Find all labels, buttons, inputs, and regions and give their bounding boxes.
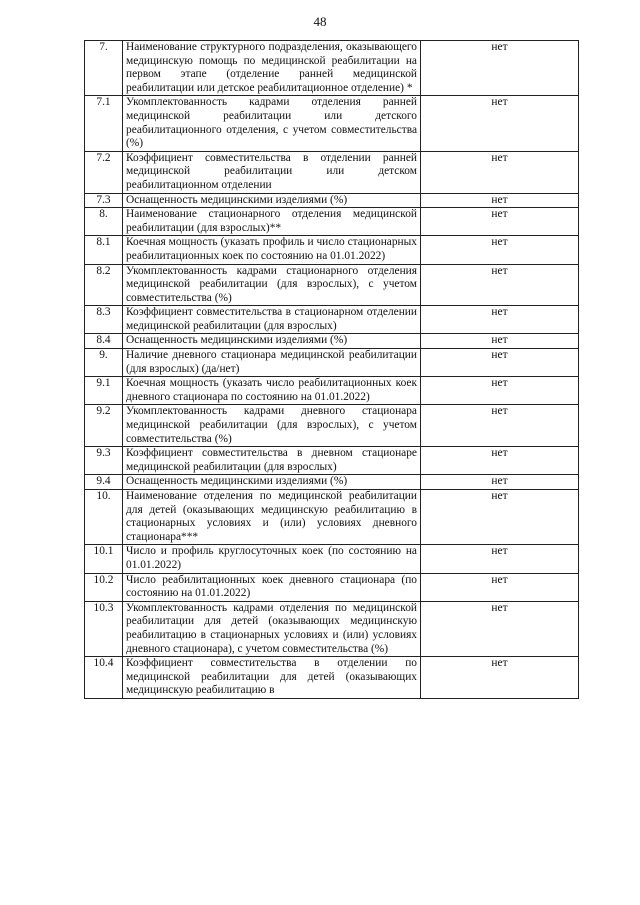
row-value: нет (421, 334, 579, 349)
table-row (85, 573, 579, 601)
row-description: Наименование стационарного отделения медицинской реабилитации (для взрослых)** (123, 208, 421, 236)
row-description: Укомплектованность кадрами дневного стационара медицинской реабилитации (для взрослых), с учетом совместительства (%) (123, 405, 421, 447)
row-description: Коэффициент совместительства в отделении ранней медицинской реабилитации или детском реабилитационном отделении (123, 151, 421, 193)
table-row (85, 447, 579, 475)
row-description: Коечная мощность (указать профиль и число стационарных реабилитационных коек по состоянию на 01.01.2022) (123, 236, 421, 264)
table-row (85, 475, 579, 490)
row-value: нет (421, 405, 579, 447)
table-row (85, 193, 579, 208)
row-description: Коэффициент совместительства в отделении по медицинской реабилитации для детей (оказывающих медицинскую реабилитацию в (123, 657, 421, 699)
row-value: нет (421, 475, 579, 490)
row-description: Укомплектованность кадрами отделения по медицинской реабилитации для детей (оказывающих медицинскую реабилитацию в стационарных условиях и (или) условиях дневного стационара), с учетом совместительства (%) (123, 601, 421, 656)
table-row (85, 208, 579, 236)
row-number: 7.3 (85, 193, 123, 208)
row-number: 9. (85, 349, 123, 377)
row-value: нет (421, 545, 579, 573)
row-value: нет (421, 264, 579, 306)
row-number: 9.4 (85, 475, 123, 490)
row-value: нет (421, 447, 579, 475)
row-number: 8.4 (85, 334, 123, 349)
row-value: нет (421, 96, 579, 151)
row-description: Коэффициент совместительства в стационарном отделении медицинской реабилитации (для взрослых) (123, 306, 421, 334)
row-value: нет (421, 490, 579, 545)
row-number: 8. (85, 208, 123, 236)
row-number: 9.1 (85, 377, 123, 405)
row-number: 7.2 (85, 151, 123, 193)
table-row (85, 601, 579, 656)
row-number: 9.2 (85, 405, 123, 447)
table-row (85, 349, 579, 377)
row-value: нет (421, 377, 579, 405)
table-row (85, 41, 579, 96)
row-value: нет (421, 306, 579, 334)
row-number: 10.1 (85, 545, 123, 573)
row-description: Оснащенность медицинскими изделиями (%) (123, 475, 421, 490)
table-row (85, 306, 579, 334)
table-row (85, 405, 579, 447)
row-number: 8.2 (85, 264, 123, 306)
table-row (85, 264, 579, 306)
table-row (85, 151, 579, 193)
row-number: 8.3 (85, 306, 123, 334)
row-number: 10.3 (85, 601, 123, 656)
row-number: 8.1 (85, 236, 123, 264)
row-description: Наименование структурного подразделения, оказывающего медицинскую помощь по медицинской реабилитации на первом этапе (отделение ранней медицинской реабилитации или детское реабилитационное отделение) * (123, 41, 421, 96)
row-description: Оснащенность медицинскими изделиями (%) (123, 334, 421, 349)
row-value: нет (421, 236, 579, 264)
row-description: Коечная мощность (указать число реабилитационных коек дневного стационара по состоянию на 01.01.2022) (123, 377, 421, 405)
row-number: 7.1 (85, 96, 123, 151)
table-body (85, 41, 579, 699)
row-description: Коэффициент совместительства в дневном стационаре медицинской реабилитации (для взрослых) (123, 447, 421, 475)
row-description: Число реабилитационных коек дневного стационара (по состоянию на 01.01.2022) (123, 573, 421, 601)
row-value: нет (421, 349, 579, 377)
row-value: нет (421, 41, 579, 96)
table-row (85, 545, 579, 573)
page-number: 48 (313, 14, 327, 29)
row-value: нет (421, 208, 579, 236)
row-description: Укомплектованность кадрами отделения ранней медицинской реабилитации или детского реабилитационного отделения, с учетом совместительства (%) (123, 96, 421, 151)
row-description: Наличие дневного стационара медицинской реабилитации (для взрослых) (да/нет) (123, 349, 421, 377)
row-description: Наименование отделения по медицинской реабилитации для детей (оказывающих медицинскую реабилитацию в стационарных условиях и (или) условиях дневного стационара*** (123, 490, 421, 545)
table-row (85, 96, 579, 151)
row-number: 9.3 (85, 447, 123, 475)
indicators-table (84, 40, 579, 699)
table-row (85, 334, 579, 349)
row-description: Оснащенность медицинскими изделиями (%) (123, 193, 421, 208)
row-value: нет (421, 657, 579, 699)
row-description: Число и профиль круглосуточных коек (по состоянию на 01.01.2022) (123, 545, 421, 573)
row-value: нет (421, 151, 579, 193)
table-row (85, 490, 579, 545)
row-description: Укомплектованность кадрами стационарного отделения медицинской реабилитации (для взрослых), с учетом совместительства (%) (123, 264, 421, 306)
row-number: 10. (85, 490, 123, 545)
row-number: 10.4 (85, 657, 123, 699)
row-value: нет (421, 193, 579, 208)
row-number: 7. (85, 41, 123, 96)
table-row (85, 236, 579, 264)
table-row (85, 657, 579, 699)
row-value: нет (421, 601, 579, 656)
row-number: 10.2 (85, 573, 123, 601)
table-row (85, 377, 579, 405)
row-value: нет (421, 573, 579, 601)
